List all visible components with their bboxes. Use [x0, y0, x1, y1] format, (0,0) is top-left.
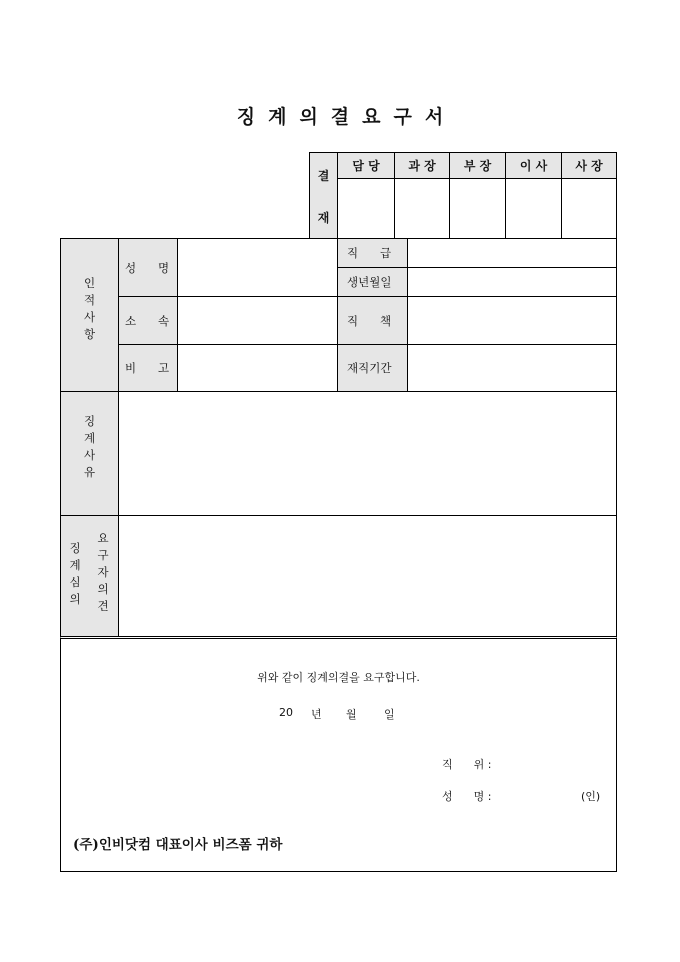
position-label: 직 위 :	[442, 758, 492, 771]
date-prefix: 20	[279, 706, 293, 719]
dept-label: 소 속	[118, 296, 178, 345]
seal-mark: (인)	[581, 790, 601, 803]
opinion-label-char: 의	[97, 582, 109, 596]
approval-sign-dept-head[interactable]	[449, 178, 506, 239]
opinion-field[interactable]	[118, 515, 617, 637]
personal-section-label	[60, 238, 119, 392]
opinion-label-char: 징	[69, 541, 81, 555]
page-title: 징계의결요구서	[236, 106, 457, 128]
approval-header-staff: 담 당	[337, 152, 395, 179]
approval-sign-staff[interactable]	[337, 178, 395, 239]
date-month: 월	[346, 708, 357, 721]
dept-field[interactable]	[177, 296, 338, 345]
reason-label-char: 유	[83, 465, 96, 479]
duty-label: 직 책	[337, 296, 408, 345]
personal-label-char: 적	[83, 293, 96, 307]
birth-field[interactable]	[407, 267, 617, 297]
approval-header-dept-head: 부 장	[449, 152, 506, 179]
closing-addressee: (주)인비닷컴 대표이사 비즈폼 귀하	[73, 837, 283, 853]
personal-label-char: 인	[83, 276, 96, 290]
name-field[interactable]	[177, 238, 338, 297]
name-label: 성 명	[118, 238, 178, 297]
approval-sign-president[interactable]	[561, 178, 617, 239]
birth-label: 생년월일	[337, 267, 408, 297]
footer-block	[60, 636, 617, 872]
note-field[interactable]	[177, 344, 338, 392]
opinion-label-char: 견	[97, 599, 109, 613]
approval-header-section-chief: 과 장	[394, 152, 450, 179]
personal-label-char: 사	[83, 310, 96, 324]
reason-label-char: 계	[83, 431, 96, 445]
opinion-label-char: 구	[97, 548, 109, 562]
opinion-label-char: 심	[69, 575, 81, 589]
approval-sign-director[interactable]	[505, 178, 562, 239]
opinion-label-char: 요	[97, 531, 109, 545]
approval-sign-section-chief[interactable]	[394, 178, 450, 239]
date-year: 년	[311, 708, 322, 721]
reason-label-char: 징	[83, 414, 96, 428]
opinion-label-char: 계	[69, 558, 81, 572]
note-label: 비 고	[118, 344, 178, 392]
signer-name-label: 성 명 :	[442, 790, 492, 803]
tenure-field[interactable]	[407, 344, 617, 392]
reason-label	[60, 391, 119, 516]
opinion-label-char: 의	[69, 592, 81, 606]
reason-label-char: 사	[83, 448, 96, 462]
personal-label-char: 항	[83, 327, 96, 341]
approval-label-top: 결	[317, 169, 330, 183]
duty-field[interactable]	[407, 296, 617, 345]
approval-label	[309, 152, 338, 239]
reason-field[interactable]	[118, 391, 617, 516]
opinion-label	[60, 515, 119, 637]
tenure-label: 재직기간	[337, 344, 408, 392]
approval-header-president: 사 장	[561, 152, 617, 179]
approval-header-director: 이 사	[505, 152, 562, 179]
rank-label: 직 급	[337, 238, 408, 268]
request-statement: 위와 같이 징계의결을 요구합니다.	[257, 671, 420, 684]
opinion-label-char: 자	[97, 565, 109, 579]
approval-label-bottom: 재	[317, 211, 330, 225]
rank-field[interactable]	[407, 238, 617, 268]
date-day: 일	[384, 708, 395, 721]
